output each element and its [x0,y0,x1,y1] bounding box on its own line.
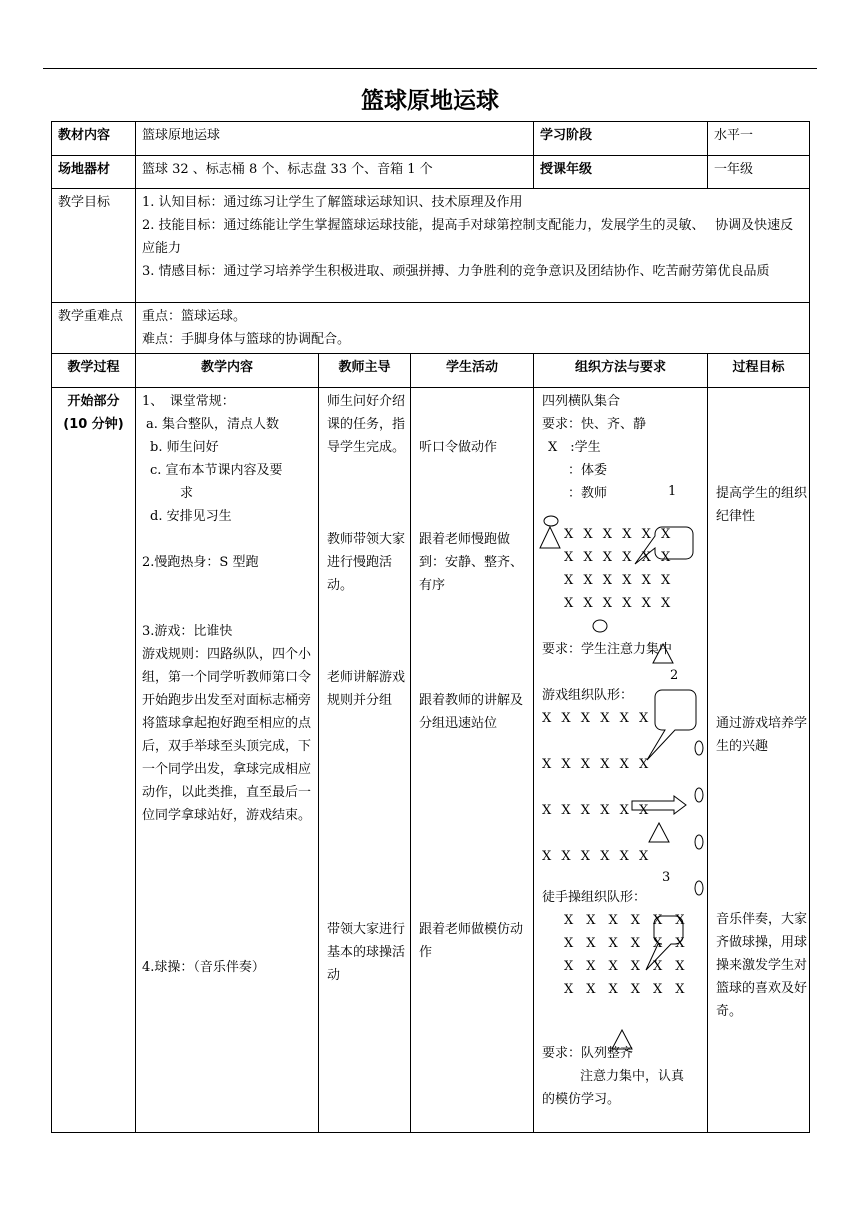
phase-time: (10 分钟) [63,417,124,432]
routine-item: 求 [180,486,194,501]
monitor-circle-icon [593,620,607,632]
focus-cell [136,303,810,354]
student-cell [411,388,534,1133]
page-title: 篮球原地运球 [361,88,499,114]
teacher-step: 带领大家进行基本的球操活动 [327,922,406,983]
game-row: X X X X X X [542,711,652,726]
diagram-number: 3 [662,870,671,885]
equipment-value: 篮球 32 、标志桶 8 个、标志盘 33 个、音箱 1 个 [136,156,534,189]
org-attention-3: 的模仿学习。 [542,1092,621,1107]
spaced-row: X X X X X X [564,936,685,951]
col-header: 教师主导 [319,354,411,388]
monitor-circle-icon [544,516,558,526]
formation-row: X X X X X X [564,550,674,565]
teacher-step: 教师带领大家进行慢跑活动。 [327,532,406,593]
material-value: 篮球原地运球 [136,122,534,156]
formation-row: X X X X X X [564,527,674,542]
material-label: 教材内容 [52,122,136,156]
col-header: 学生活动 [411,354,534,388]
teacher-step: 师生问好介绍课的任务，指导学生完成。 [327,394,406,455]
student-activity: 跟着教师的讲解及分组迅速站位 [419,693,524,731]
focus-label: 教学重难点 [52,303,136,354]
goal-item: 2. 技能目标：通过练能让学生掌握篮球运球技能，提高手对球第控制支配能力，发展学生的灵敏、 协调及快速反应能力 [142,218,794,256]
legend-student: X :学生 [548,440,601,455]
teacher-triangle-icon [540,527,560,548]
org-line-req: 要求：队列整齐 [542,1046,634,1061]
col-header: 过程目标 [708,354,810,388]
goal-item: 1. 认知目标：通过练习让学生了解篮球运球知识、技术原理及作用 [142,195,523,210]
formation-row: X X X X X X [564,573,674,588]
grade-label: 授课年级 [534,156,708,189]
game-title: 3.游戏：比谁快 [142,624,233,639]
routine-item: d. 安排见习生 [150,509,232,524]
teacher-triangle-icon [649,823,669,842]
equipment-label: 场地器材 [52,156,136,189]
org-cell [534,388,708,1133]
student-activity: 跟着老师做模仿动作 [419,922,524,960]
formation-row: X X X X X X [564,596,674,611]
org-assemble: 四列横队集合 [542,394,621,409]
speech-bubble-icon [647,690,696,760]
grade-value: 一年级 [708,156,810,189]
routine-item: c. 宣布本节课内容及要 [150,463,283,478]
objectives-cell [708,388,810,1133]
diagram-number: 1 [668,484,677,499]
objective: 音乐伴奏，大家齐做球操，用球操来激发学生对篮球的喜欢及好奇。 [716,912,808,1019]
focus-difficulty: 难点：手脚身体与篮球的协调配合。 [142,332,351,347]
objective: 提高学生的组织纪律性 [716,486,808,524]
game-row: X X X X X X [542,849,652,864]
spaced-row: X X X X X X [564,959,685,974]
stage-label: 学习阶段 [534,122,708,156]
freehand-formation-title: 徒手操组织队形： [542,890,647,905]
goal-item: 3. 情感目标：通过学习培养学生积极进取、顽强拼搏、力争胜利的竞争意识及团结协作、吃苦耐劳第优良品质 [142,264,770,279]
diagram-number: 2 [670,668,679,683]
org-req: 要求：快、齐、静 [542,417,647,432]
teacher-step: 老师讲解游戏规则并分组 [327,670,406,708]
cone-icon [695,741,703,755]
org-attention-2: 注意力集中，认真 [580,1069,685,1084]
spaced-row: X X X X X X [564,982,685,997]
game-formation-title: 游戏组织队形： [542,688,634,703]
routine-item: a. 集合整队，清点人数 [146,417,280,432]
legend-monitor: ：体委 [568,463,608,478]
header-rule [43,68,817,69]
phase-name: 开始部分 [67,394,120,409]
goals-cell [136,189,810,303]
lesson-table [51,121,810,1133]
spaced-row: X X X X X X [564,913,685,928]
routine-item: b. 师生问好 [150,440,219,455]
phase-cell [52,388,136,1133]
routine-title: 1、 课堂常规： [142,394,235,409]
game-row: X X X X X X [542,803,652,818]
legend-teacher: ：教师 [568,486,608,501]
cone-icon [695,835,703,849]
org-attention: 要求：学生注意力集中 [542,642,673,657]
ball-drill: 4.球操：（音乐伴奏） [142,960,265,975]
cone-icon [695,881,703,895]
col-header: 组织方法与要求 [534,354,708,388]
focus-key: 重点：篮球运球。 [142,309,247,324]
col-header: 教学内容 [136,354,319,388]
objective: 通过游戏培养学生的兴趣 [716,716,808,754]
content-cell [136,388,319,1133]
teacher-cell [319,388,411,1133]
game-row: X X X X X X [542,757,652,772]
student-activity: 跟着老师慢跑做到：安静、整齐、有序 [419,532,524,593]
stage-value: 水平一 [708,122,810,156]
student-activity: 听口令做动作 [419,440,498,455]
game-rules: 游戏规则：四路纵队，四个小组，第一个同学听教师第口令开始跑步出发至对面标志桶旁将篮球拿起抱好跑至相应的点后，双手举球至头顶完成，下一个同学出发，拿球完成相应动作，以此类推，直至最后一位同学拿球站好，游戏结束。 [142,647,312,823]
cone-icon [695,788,703,802]
goals-label: 教学目标 [52,189,136,303]
col-header: 教学过程 [52,354,136,388]
jog-item: 2.慢跑热身：S 型跑 [142,555,259,570]
